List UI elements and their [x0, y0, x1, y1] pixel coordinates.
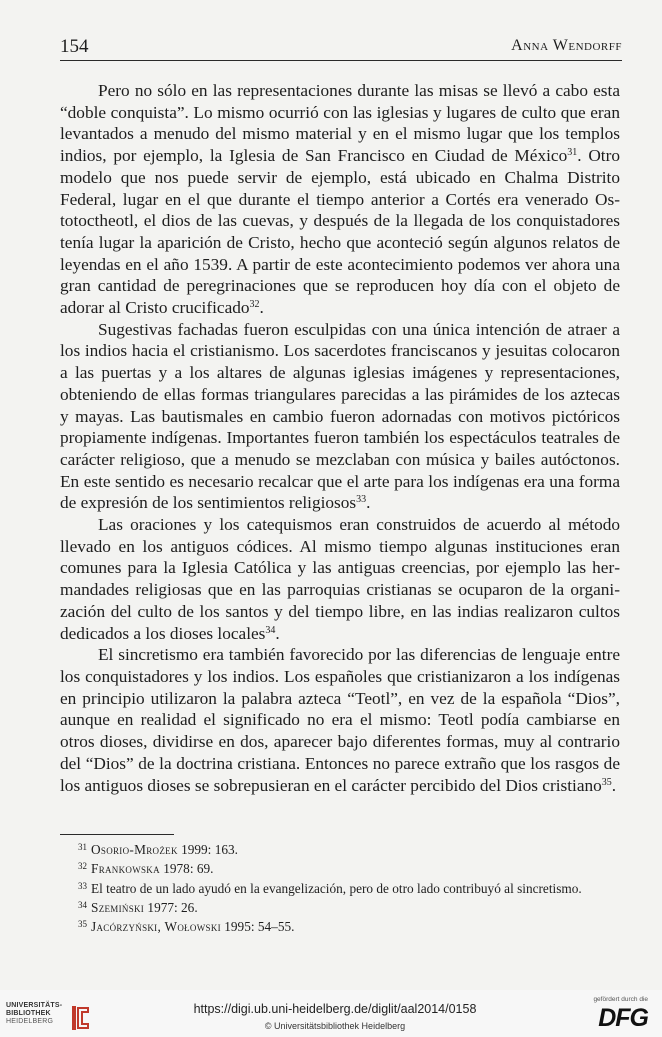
paragraph	[60, 514, 620, 644]
paragraph-text: .	[366, 493, 371, 513]
footnote-author: Osorio-Mrożek	[91, 842, 178, 857]
paragraph-text: Pero no sólo en las representaciones durante las misas se llevó a cabo esta “doble conquista”. Lo mismo ocurrió con las iglesias y lugares de culto que eran levantados a menudo del mismo material y en el mismo lugar que los templos indios, por ejemplo, la Iglesia de San Francisco en Ciudad de México	[60, 81, 620, 166]
paragraph-text: .	[275, 623, 280, 643]
paragraph-text: .	[259, 298, 264, 318]
paragraph-text: Las oraciones y los catequismos eran construidos de acuerdo al método llevado en los antiguos códices. Al mismo tiempo algunas instituciones eran comunes para la Iglesia Católica y las antiguas creencias, por ejemplo las hermandades religiosas que en las parroquias cristianas se ocuparon de la organización del culto de los santos y del tiempo libre, en las indias realizaron cultos dedicados a los dioses locales	[60, 515, 620, 643]
footnote	[60, 859, 620, 878]
footnote-text: 1977: 26.	[144, 899, 198, 915]
footnote-text: 1978: 69.	[159, 861, 214, 877]
library-name-line: BIBLIOTHEK	[6, 1010, 51, 1017]
footnote-text: 1995: 54–55.	[220, 919, 295, 935]
footnote-ref[interactable]: 35	[601, 776, 612, 788]
paragraph	[60, 319, 620, 514]
footnote-text: 1999: 163.	[177, 842, 238, 857]
body-text	[60, 80, 620, 796]
digitization-footer	[0, 990, 662, 1037]
copyright-notice: © Universitätsbibliothek Heidelberg	[264, 1021, 406, 1031]
footnote-number: 35	[78, 919, 87, 930]
footnote-ref[interactable]: 33	[356, 494, 367, 506]
library-name-line: HEIDELBERG	[6, 1018, 54, 1025]
footnote	[60, 879, 620, 898]
footnote-number: 32	[78, 861, 87, 872]
footnote	[60, 898, 620, 917]
running-header	[60, 34, 622, 61]
footnote-author: Jacórzyński, Wołowski	[91, 919, 221, 935]
footnote-divider	[60, 834, 174, 835]
footnote-ref[interactable]: 34	[265, 624, 276, 636]
footnote	[60, 840, 620, 859]
paragraph-text: .	[611, 775, 617, 795]
footnotes	[60, 840, 620, 936]
library-mark-icon	[70, 1004, 92, 1032]
library-name-line: UNIVERSITÄTS-	[6, 1002, 63, 1009]
footnote-author: Frankowska	[91, 861, 160, 877]
dfg-logo[interactable]: DFG	[598, 1004, 648, 1032]
page-number: 154	[60, 36, 89, 57]
paragraph	[60, 644, 620, 796]
permalink-url[interactable]: https://digi.ub.uni-heidelberg.de/diglit/aal2014/0158	[193, 1002, 477, 1016]
running-author: Anna Wendorff	[511, 37, 622, 54]
footnote-ref[interactable]: 32	[249, 299, 260, 311]
footnote	[60, 917, 620, 936]
footnote-ref[interactable]: 31	[567, 147, 578, 159]
footnote-number: 33	[78, 880, 87, 891]
paragraph-text: El sincretismo era también favorecido por las diferencias de lenguaje entre los conquistadores y los indios. Los españoles que cristianizaron a los indígenas en principio utilizaron la palabra azteca “Teotl”, en vez de la española “Dios”, aunque en realidad el significado no era el mismo: Teotl podía cambiarse en otros dioses, dividirse en dos, aparecer bajo diferentes formas, muy al contrario del “Dios” de la doctrina cristiana. Entonces no parece extraño que los rasgos de los antiguos dioses se sobrepusieran en el carácter percibido del Dios cristiano	[60, 645, 620, 795]
footnote-number: 34	[78, 899, 87, 910]
footnote-text: El teatro de un lado ayudó en la evangelización, pero de otro lado contribuyó al sincretismo.	[91, 880, 582, 896]
library-logo[interactable]	[6, 1002, 96, 1032]
funder-note: gefördert durch die	[593, 996, 648, 1003]
paragraph-text: . Otro modelo que nos puede servir de ejemplo, está ubicado en Chalma Distrito Federal, lugar en el que durante el tiempo anterior a Cortés era venerado Ostotoctheotl, el dios de las cuevas, y después de la llegada de los conquistadores tenía lugar la aparición de Cristo, hecho que aconteció según algunos relatos de leyendas en el año 1539. A partir de este acontecimiento podemos ver ahora una gran cantidad de peregrinaciones que se reproducen hoy día con el objeto de adorar al Cristo crucificado	[60, 146, 620, 318]
paragraph	[60, 80, 620, 319]
paragraph-text: Sugestivas fachadas fueron esculpidas con una única intención de atraer a los indios hacia el cristianismo. Los sacerdotes franciscanos y jesuitas colocaron a las puertas y a los altares de algunas iglesias imágenes y representaciones, obteniendo de ellas formas triangulares parecidas a las pirámides de los aztecas y mayas. Las bautismales en cambio fueron adornadas con motivos pictóricos propiamente indígenas. Importantes fueron también los espectáculos teatrales de carácter religioso, que a menudo se mezclaban con música y bailes autóctonos. En este sentido es necesario recalcar que el arte para los indígenas era una forma de expresión de los sentimientos religiosos	[60, 319, 620, 513]
footnote-author: Szemiński	[91, 899, 145, 915]
footnote-number: 31	[78, 842, 87, 852]
